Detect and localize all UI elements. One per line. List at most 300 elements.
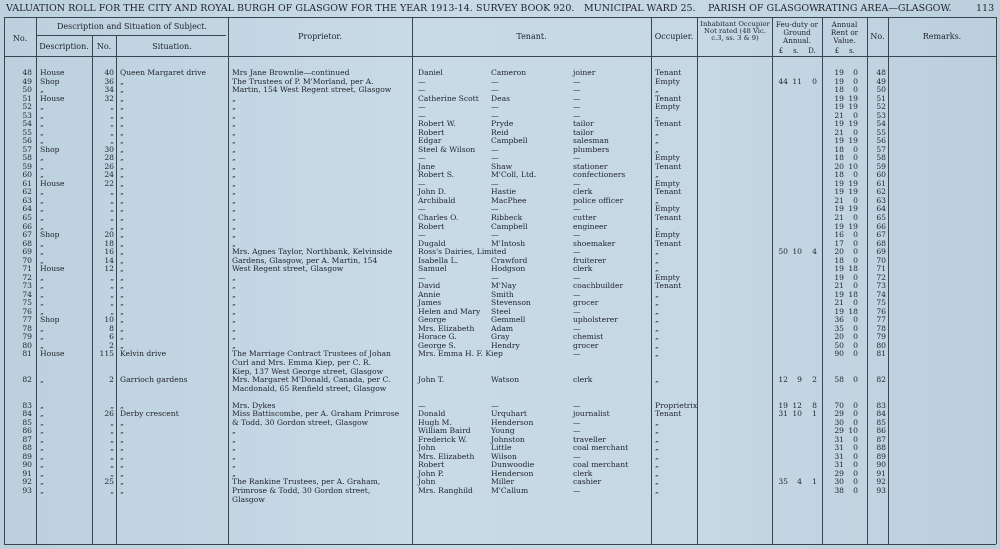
cell-prop: „ xyxy=(232,443,236,453)
cell-t1: George xyxy=(418,315,447,325)
cell-fd xyxy=(805,112,817,120)
cell-n: 10 xyxy=(104,315,114,325)
cell-no: 69 xyxy=(22,247,32,257)
col-rule xyxy=(772,17,773,544)
cell-t2: — xyxy=(491,85,499,95)
cell-desc: „ xyxy=(40,281,44,291)
cell-rl: 19 xyxy=(834,272,844,282)
feu-pence-label: D. xyxy=(808,47,816,55)
cell-fd xyxy=(805,223,817,231)
col-rule xyxy=(36,17,37,544)
col-header-sub-no: No. xyxy=(96,42,112,51)
cell-occ: Tenant xyxy=(655,238,682,248)
cell-rl: 16 xyxy=(834,230,844,240)
cell-t3: clerk xyxy=(573,375,593,385)
cell-t2: — xyxy=(491,400,499,410)
cell-fs xyxy=(790,350,802,358)
cell-sit xyxy=(120,385,226,393)
cell-t3: — xyxy=(573,102,581,112)
cell-no2: 74 xyxy=(876,289,886,299)
cell-fl xyxy=(774,444,788,452)
cell-sit: „ xyxy=(120,417,124,427)
cell-occ: Tenant xyxy=(655,68,682,77)
cell-desc: House xyxy=(40,93,65,103)
cell-prop: Macdonald, 65 Renfield street, Glasgow xyxy=(232,383,387,393)
cell-fl xyxy=(774,333,788,341)
cell-rs: 19 xyxy=(848,204,858,214)
cell-n: 8 xyxy=(109,323,114,333)
cell-rs: 0 xyxy=(853,375,858,385)
cell-rl: 21 xyxy=(834,127,844,137)
cell-t1: Robert xyxy=(418,460,445,470)
cell-no2: 71 xyxy=(876,264,886,274)
cell-no: 89 xyxy=(22,451,32,461)
cell-rs: 0 xyxy=(853,485,858,495)
cell-t1: Robert W. xyxy=(418,119,456,129)
cell-rs: 0 xyxy=(853,340,858,350)
cell-t2: Campbell xyxy=(491,136,528,146)
cell-fs xyxy=(790,86,802,94)
cell-sit: „ xyxy=(120,161,124,171)
cell-n xyxy=(94,359,114,367)
cell-t3: — xyxy=(573,76,581,86)
cell-prop: Mrs. Dykes xyxy=(232,400,276,410)
cell-desc: „ xyxy=(40,221,44,231)
cell-fs xyxy=(790,359,802,367)
cell-rs: 0 xyxy=(853,315,858,325)
cell-occ: Proprietrix xyxy=(655,400,698,410)
cell-fl xyxy=(774,461,788,469)
cell-prop: The Trustees of P. M'Morland, per A. xyxy=(232,76,374,86)
cell-no2: 50 xyxy=(876,85,886,95)
cell-n: „ xyxy=(110,272,114,282)
cell-fl xyxy=(774,146,788,154)
cell-prop: „ xyxy=(232,298,236,308)
cell-rl: 19 xyxy=(834,178,844,188)
cell-occ: „ xyxy=(655,221,659,231)
feu-pounds-label: £ xyxy=(778,47,784,55)
cell-n: „ xyxy=(110,281,114,291)
cell-t1: Isabella L. xyxy=(418,255,459,265)
cell-sit: „ xyxy=(120,119,124,129)
cell-no2: 54 xyxy=(876,119,886,129)
cell-fl xyxy=(774,385,788,393)
cell-no2: 65 xyxy=(876,213,886,222)
cell-rs: 0 xyxy=(853,460,858,470)
cell-t1: John xyxy=(418,443,436,453)
cell-sit: „ xyxy=(120,315,124,325)
cell-desc: House xyxy=(40,68,65,77)
cell-occ: Tenant xyxy=(655,187,682,197)
cell-prop: The Marriage Contract Trustees of Johan xyxy=(232,349,391,359)
cell-sit: „ xyxy=(120,306,124,316)
cell-no: 63 xyxy=(22,195,32,205)
cell-sit: „ xyxy=(120,178,124,188)
cell-n: „ xyxy=(110,119,114,129)
cell-occ: „ xyxy=(655,434,659,444)
cell-rl: 58 xyxy=(834,375,844,385)
cell-t1: Frederick W. xyxy=(418,434,467,444)
cell-prop xyxy=(232,393,410,401)
cell-rl xyxy=(830,385,844,393)
cell-no: 90 xyxy=(22,460,32,470)
cell-occ: Tenant xyxy=(655,93,682,103)
cell-t3: clerk xyxy=(573,468,593,478)
cell-t3: police officer xyxy=(573,195,624,205)
cell-sit: „ xyxy=(120,323,124,333)
cell-n: „ xyxy=(110,289,114,299)
cell-fs xyxy=(790,180,802,188)
cell-occ: „ xyxy=(655,127,659,137)
cell-n: 32 xyxy=(104,93,114,103)
cell-rl: 18 xyxy=(834,255,844,265)
cell-n: 26 xyxy=(104,409,114,419)
cell-t2: Campbell xyxy=(491,221,528,231)
cell-fs: 9 xyxy=(797,375,802,385)
cell-t1: Hugh M. xyxy=(418,417,452,427)
cell-sit: „ xyxy=(120,434,124,444)
cell-desc: „ xyxy=(40,340,44,350)
cell-prop: Gardens, Glasgow, per A. Martin, 154 xyxy=(232,255,378,265)
cell-occ: Empty xyxy=(655,76,680,86)
cell-desc: „ xyxy=(40,298,44,308)
cell-t1: George S. xyxy=(418,340,456,350)
cell-occ: „ xyxy=(655,349,659,359)
cell-t3: — xyxy=(573,272,581,282)
cell-t3 xyxy=(573,359,649,367)
cell-rs: 19 xyxy=(848,187,858,197)
cell-fd xyxy=(805,154,817,162)
cell-rl: 90 xyxy=(834,349,844,359)
cell-t1: — xyxy=(418,230,426,240)
cell-no: 92 xyxy=(22,477,32,487)
cell-no2: 67 xyxy=(876,230,886,240)
cell-t2: M'Nay xyxy=(491,281,517,291)
cell-no2: 58 xyxy=(876,153,886,163)
cell-fs xyxy=(790,444,802,452)
col-header-feu-duty: Feu-duty or Ground Annual. xyxy=(775,20,819,45)
cell-rs: 0 xyxy=(853,298,858,308)
cell-t1 xyxy=(418,393,490,401)
cell-t1: James xyxy=(418,298,442,308)
cell-prop: „ xyxy=(232,340,236,350)
cell-no: 48 xyxy=(22,68,32,77)
cell-no2 xyxy=(868,496,886,504)
cell-rs: 0 xyxy=(853,238,858,248)
cell-fd xyxy=(805,137,817,145)
col-header-desc-group: Description and Situation of Subject. xyxy=(56,22,208,31)
cell-fs xyxy=(790,325,802,333)
cell-prop: „ xyxy=(232,127,236,137)
cell-prop: „ xyxy=(232,144,236,154)
cell-occ: „ xyxy=(655,170,659,180)
cell-no2: 57 xyxy=(876,144,886,154)
cell-t3: — xyxy=(573,349,581,359)
cell-n: „ xyxy=(110,451,114,461)
cell-rl: 19 xyxy=(834,306,844,316)
cell-desc xyxy=(40,359,90,367)
cell-no: 64 xyxy=(22,204,32,214)
cell-fs xyxy=(790,257,802,265)
cell-no: 55 xyxy=(22,127,32,137)
cell-occ: „ xyxy=(655,144,659,154)
cell-occ: „ xyxy=(655,426,659,436)
cell-prop: Primrose & Todd, 30 Gordon street, xyxy=(232,485,371,495)
cell-rl: 50 xyxy=(834,340,844,350)
cell-rl: 29 xyxy=(834,409,844,419)
cell-no: 83 xyxy=(22,400,32,410)
cell-n: 28 xyxy=(104,153,114,163)
cell-sit: „ xyxy=(120,264,124,274)
cell-fl xyxy=(774,214,788,222)
cell-desc: „ xyxy=(40,161,44,171)
cell-fl xyxy=(774,95,788,103)
cell-rl: 19 xyxy=(834,93,844,103)
cell-sit: „ xyxy=(120,127,124,137)
cell-t1: Jane xyxy=(418,161,435,171)
cell-desc: Shop xyxy=(40,315,60,325)
cell-no: 57 xyxy=(22,144,32,154)
cell-fl xyxy=(774,163,788,171)
cell-t3: tailor xyxy=(573,127,594,137)
cell-desc: „ xyxy=(40,409,44,419)
table-bottom-rule xyxy=(4,544,996,545)
cell-rs xyxy=(846,393,858,401)
cell-t2: Johnston xyxy=(491,434,525,444)
cell-no: 50 xyxy=(22,85,32,95)
col-rule xyxy=(412,17,413,544)
cell-t2: Henderson xyxy=(491,468,534,478)
cell-sit: Queen Margaret drive xyxy=(120,68,207,77)
cell-desc: Shop xyxy=(40,230,60,240)
cell-no2: 80 xyxy=(876,340,886,350)
cell-no: 93 xyxy=(22,485,32,495)
cell-fd xyxy=(805,436,817,444)
cell-fl xyxy=(774,350,788,358)
cell-no: 53 xyxy=(22,110,32,120)
cell-fs xyxy=(790,419,802,427)
cell-occ: Empty xyxy=(655,178,680,188)
cell-occ: „ xyxy=(655,195,659,205)
cell-n xyxy=(94,385,114,393)
cell-fd: 2 xyxy=(812,375,817,385)
cell-n: 18 xyxy=(104,238,114,248)
cell-fl xyxy=(774,257,788,265)
col-header-no: No. xyxy=(12,34,28,43)
cell-rs xyxy=(846,359,858,367)
cell-no: 71 xyxy=(22,264,32,274)
col-header-situation: Situation. xyxy=(152,42,192,51)
cell-rs: 0 xyxy=(853,451,858,461)
cell-rl: 29 xyxy=(834,426,844,436)
cell-t1: Ross's Dairies, Limited xyxy=(418,247,507,257)
municipal-ward: MUNICIPAL WARD 25. xyxy=(584,3,696,14)
cell-sit: „ xyxy=(120,281,124,291)
cell-desc: „ xyxy=(40,485,44,495)
cell-n: 25 xyxy=(104,477,114,487)
cell-t3: clerk xyxy=(573,187,593,197)
cell-t1: Edgar xyxy=(418,136,442,146)
cell-t3: coal merchant xyxy=(573,443,629,453)
cell-desc: „ xyxy=(40,417,44,427)
cell-t3: — xyxy=(573,230,581,240)
cell-prop: „ xyxy=(232,161,236,171)
cell-no2: 81 xyxy=(876,349,886,359)
cell-prop: „ xyxy=(232,153,236,163)
feu-shillings-label: s. xyxy=(793,47,799,55)
cell-t3 xyxy=(573,496,649,504)
cell-n: 34 xyxy=(104,85,114,95)
cell-fl xyxy=(774,308,788,316)
cell-t1: Horace G. xyxy=(418,332,457,342)
cell-fd xyxy=(805,444,817,452)
cell-desc: House xyxy=(40,349,65,359)
cell-no: 72 xyxy=(22,272,32,282)
cell-desc: House xyxy=(40,178,65,188)
cell-t3: traveller xyxy=(573,434,606,444)
cell-no2: 91 xyxy=(876,468,886,478)
cell-sit: „ xyxy=(120,426,124,436)
cell-t2: — xyxy=(491,153,499,163)
cell-t2: — xyxy=(491,272,499,282)
cell-fs xyxy=(790,205,802,213)
cell-t1 xyxy=(418,385,490,393)
cell-desc: „ xyxy=(40,238,44,248)
cell-occ: „ xyxy=(655,340,659,350)
cell-prop: „ xyxy=(232,136,236,146)
cell-rs: 0 xyxy=(853,195,858,205)
cell-prop: „ xyxy=(232,204,236,214)
cell-rl: 70 xyxy=(834,400,844,410)
cell-rs: 0 xyxy=(853,213,858,222)
cell-fd xyxy=(805,419,817,427)
cell-t1: Mrs. Elizabeth xyxy=(418,323,475,333)
cell-rs: 0 xyxy=(853,110,858,120)
cell-rl: 30 xyxy=(834,477,844,487)
cell-occ: „ xyxy=(655,375,659,385)
cell-t2: Hodgson xyxy=(491,264,526,274)
cell-rl: 31 xyxy=(834,451,844,461)
cell-occ: Tenant xyxy=(655,213,682,222)
cell-t2: Wilson xyxy=(491,451,517,461)
cell-t1: Catherine Scott xyxy=(418,93,479,103)
cell-rs: 19 xyxy=(848,178,858,188)
col-header-annual-rent: Annual Rent or Value. xyxy=(830,20,859,45)
cell-t3: — xyxy=(573,289,581,299)
cell-t2: Gemmell xyxy=(491,315,526,325)
cell-n: 36 xyxy=(104,76,114,86)
cell-t1: Daniel xyxy=(418,68,443,77)
cell-no: 60 xyxy=(22,170,32,180)
cell-no: 79 xyxy=(22,332,32,342)
cell-no: 66 xyxy=(22,221,32,231)
cell-desc: „ xyxy=(40,204,44,214)
cell-rl: 36 xyxy=(834,315,844,325)
cell-desc: „ xyxy=(40,136,44,146)
cell-t1: Robert S. xyxy=(418,170,455,180)
cell-fs xyxy=(790,69,802,77)
cell-t1: — xyxy=(418,204,426,214)
cell-t2: Hastie xyxy=(491,187,517,197)
cell-fd: 1 xyxy=(812,477,817,487)
cell-occ: „ xyxy=(655,85,659,95)
cell-n: 2 xyxy=(109,375,114,385)
cell-t3: confectioners xyxy=(573,170,626,180)
cell-no: 88 xyxy=(22,443,32,453)
cell-no: 54 xyxy=(22,119,32,129)
cell-fd: 0 xyxy=(812,76,817,86)
cell-prop: Kiep, 137 West George street, Glasgow xyxy=(232,366,384,376)
cell-rs xyxy=(846,496,858,504)
cell-occ: Empty xyxy=(655,230,680,240)
cell-rl: 19 xyxy=(834,289,844,299)
cell-fd xyxy=(805,427,817,435)
cell-t3: plumbers xyxy=(573,144,610,154)
cell-no: 49 xyxy=(22,76,32,86)
cell-prop: „ xyxy=(232,451,236,461)
cell-rs: 0 xyxy=(853,144,858,154)
cell-n xyxy=(94,393,114,401)
col-rule xyxy=(92,35,93,544)
cell-desc: „ xyxy=(40,451,44,461)
cell-fd xyxy=(805,282,817,290)
cell-n: 20 xyxy=(104,230,114,240)
cell-sit: „ xyxy=(120,332,124,342)
cell-sit: „ xyxy=(120,443,124,453)
cell-no2: 66 xyxy=(876,221,886,231)
cell-no2: 52 xyxy=(876,102,886,112)
cell-sit: „ xyxy=(120,451,124,461)
cell-rl: 18 xyxy=(834,144,844,154)
cell-fd xyxy=(805,316,817,324)
col-rule xyxy=(116,35,117,544)
cell-occ xyxy=(655,385,697,393)
cell-fl xyxy=(774,342,788,350)
cell-occ: Empty xyxy=(655,153,680,163)
cell-t2: Hendry xyxy=(491,340,520,350)
cell-fd xyxy=(805,385,817,393)
cell-prop: „ xyxy=(232,238,236,248)
cell-n: „ xyxy=(110,110,114,120)
cell-desc: „ xyxy=(40,187,44,197)
cell-t3: coal merchant xyxy=(573,460,629,470)
cell-fs: 4 xyxy=(797,477,802,487)
cell-t3: tailor xyxy=(573,119,594,129)
cell-t1: — xyxy=(418,400,426,410)
cell-fl xyxy=(774,436,788,444)
cell-rs: 0 xyxy=(853,127,858,137)
cell-no: 81 xyxy=(22,349,32,359)
cell-t3: — xyxy=(573,204,581,214)
cell-occ: „ xyxy=(655,477,659,487)
cell-fd xyxy=(805,333,817,341)
cell-t1: Robert xyxy=(418,221,445,231)
roll-title: VALUATION ROLL FOR THE CITY AND ROYAL BURGH OF GLASGOW FOR THE YEAR 1913-14. xyxy=(6,3,473,14)
cell-fd xyxy=(805,86,817,94)
cell-rl: 29 xyxy=(834,468,844,478)
cell-rs: 19 xyxy=(848,221,858,231)
cell-n: 6 xyxy=(109,332,114,342)
cell-no: 78 xyxy=(22,323,32,333)
cell-t3: cutter xyxy=(573,213,597,222)
cell-sit: „ xyxy=(120,289,124,299)
cell-no2: 78 xyxy=(876,323,886,333)
cell-t2 xyxy=(491,248,571,256)
cell-no2: 48 xyxy=(876,68,886,77)
cell-no2: 84 xyxy=(876,409,886,419)
cell-no2: 49 xyxy=(876,76,886,86)
cell-desc xyxy=(40,368,90,376)
